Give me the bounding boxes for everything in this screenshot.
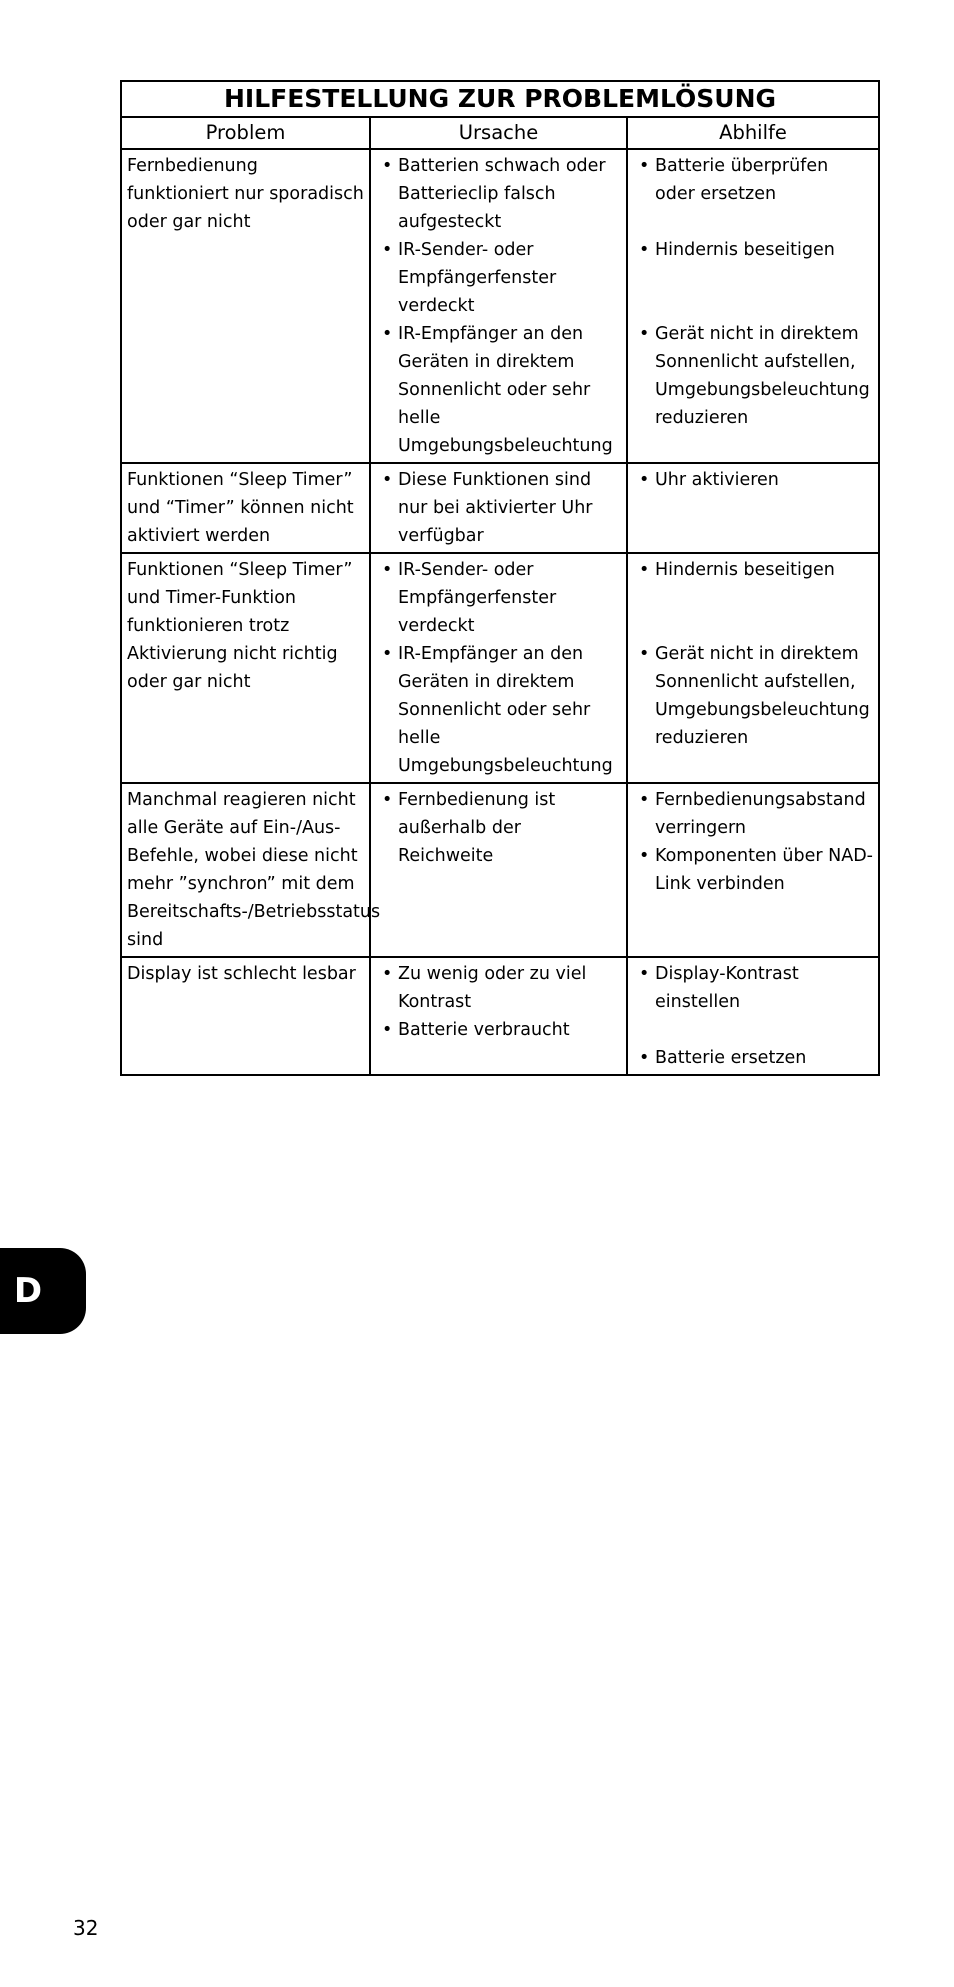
header-problem: Problem	[121, 117, 370, 149]
table-row	[121, 553, 879, 783]
table-title-row	[121, 81, 879, 117]
cause-item: • IR-Empfänger an den Geräten in direktem Sonnenlicht oder sehr helle Umgebungsbeleuchtung	[376, 640, 621, 780]
problem-cell: Display ist schlecht lesbar	[121, 957, 370, 1075]
problem-cell: Manchmal reagieren nicht alle Geräte auf Ein-/Aus-Befehle, wobei diese nicht mehr ”synchron” mit dem Bereitschafts-/Betriebsstatus sind	[121, 783, 370, 957]
remedy-item: • Batterie ersetzen	[633, 1044, 873, 1072]
remedy-cell	[627, 783, 879, 957]
remedy-item: • Uhr aktivieren	[633, 466, 873, 494]
cause-item: • Diese Funktionen sind nur bei aktivierter Uhr verfügbar	[376, 466, 621, 550]
remedy-item: • Gerät nicht in direktem Sonnenlicht aufstellen, Umgebungsbeleuchtung reduzieren	[633, 640, 873, 752]
cause-cell	[370, 553, 627, 783]
remedy-item: • Komponenten über NAD-Link verbinden	[633, 842, 873, 898]
problem-cell: Fernbedienung funktioniert nur sporadisch oder gar nicht	[121, 149, 370, 463]
cause-cell	[370, 957, 627, 1075]
header-cause: Ursache	[370, 117, 627, 149]
remedy-cell	[627, 149, 879, 463]
cause-item: • IR-Sender- oder Empfängerfenster verdeckt	[376, 236, 621, 320]
table-row	[121, 783, 879, 957]
troubleshooting-table	[120, 80, 880, 1076]
problem-cell: Funktionen “Sleep Timer” und “Timer” können nicht aktiviert werden	[121, 463, 370, 553]
cause-cell	[370, 463, 627, 553]
remedy-item: • Fernbedienungsabstand verringern	[633, 786, 873, 842]
table-row	[121, 957, 879, 1075]
cause-cell	[370, 149, 627, 463]
cause-item: • IR-Sender- oder Empfängerfenster verdeckt	[376, 556, 621, 640]
language-tab	[0, 1248, 86, 1334]
table-row	[121, 149, 879, 463]
cause-item: • Batterien schwach oder Batterieclip falsch aufgesteckt	[376, 152, 621, 236]
table-header-row	[121, 117, 879, 149]
cause-cell	[370, 783, 627, 957]
cause-item: • IR-Empfänger an den Geräten in direktem Sonnenlicht oder sehr helle Umgebungsbeleuchtung	[376, 320, 621, 460]
remedy-item: • Batterie überprüfen oder ersetzen	[633, 152, 873, 208]
header-remedy: Abhilfe	[627, 117, 879, 149]
remedy-item: • Hindernis beseitigen	[633, 236, 873, 264]
remedy-item: • Display-Kontrast einstellen	[633, 960, 873, 1016]
remedy-cell	[627, 463, 879, 553]
cause-item: • Batterie verbraucht	[376, 1016, 621, 1044]
problem-cell: Funktionen “Sleep Timer” und Timer-Funktion funktionieren trotz Aktivierung nicht richtig oder gar nicht	[121, 553, 370, 783]
cause-item: • Fernbedienung ist außerhalb der Reichweite	[376, 786, 621, 870]
remedy-cell	[627, 957, 879, 1075]
remedy-item: • Hindernis beseitigen	[633, 556, 873, 584]
page-number: 32	[73, 1916, 99, 1940]
cause-item: • Zu wenig oder zu viel Kontrast	[376, 960, 621, 1016]
remedy-item: • Gerät nicht in direktem Sonnenlicht aufstellen, Umgebungsbeleuchtung reduzieren	[633, 320, 873, 432]
remedy-cell	[627, 553, 879, 783]
table-title: HILFESTELLUNG ZUR PROBLEMLÖSUNG	[121, 81, 879, 117]
table-row	[121, 463, 879, 553]
language-tab-label: D	[13, 1271, 43, 1311]
